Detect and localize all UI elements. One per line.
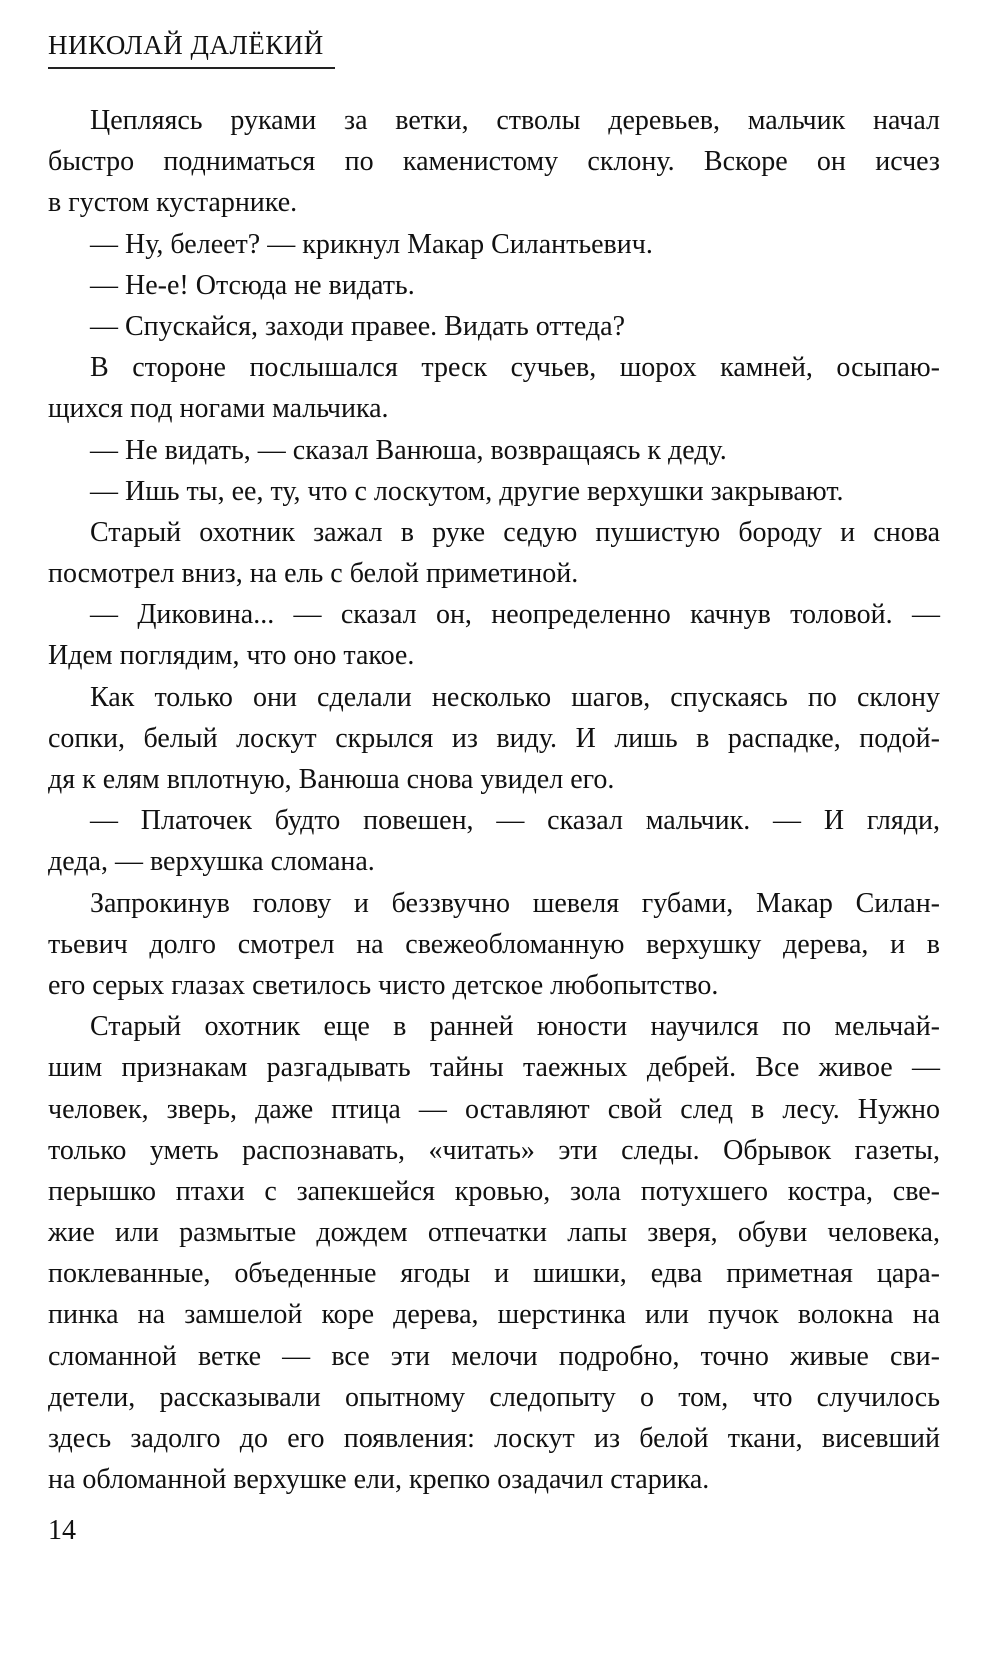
text-line: Старый охотник зажал в руке седую пушистую бороду и снова	[90, 516, 940, 548]
text-line: — Не-е! Отсюда не видать.	[90, 269, 415, 301]
paragraph	[48, 306, 940, 347]
text-line: — Диковина... — сказал он, неопределенно качнув толовой. —	[90, 599, 940, 631]
text-line: тьевич долго смотрел на свежеобломанную верхушку дерева, и в	[48, 928, 940, 960]
text-line: на обломанной верхушке ели, крепко озадачил старика.	[48, 1464, 710, 1496]
text-line: — Ну, белеет? — крикнул Макар Силантьевич.	[90, 228, 653, 260]
text-line: посмотрел вниз, на ель с белой приметиной.	[48, 558, 579, 590]
text-line: здесь задолго до его появления: лоскут из белой ткани, висевший	[48, 1423, 940, 1454]
text-line: поклеванные, объеденные ягоды и шишки, едва приметная цара-	[48, 1258, 940, 1290]
text-line: дя к елям вплотную, Ванюша снова увидел его.	[48, 764, 615, 795]
paragraph	[48, 594, 940, 676]
paragraph	[48, 1006, 940, 1500]
text-line: его серых глазах светилось чисто детское любопытство.	[48, 969, 719, 1001]
text-line: быстро подниматься по каменистому склону. Вскоре он исчез	[48, 146, 940, 178]
text-line: Цепляясь руками за ветки, стволы деревьев, мальчик начал	[90, 105, 940, 136]
text-line: Идем поглядим, что оно такое.	[48, 640, 415, 672]
text-line: — Спускайся, заходи правее. Видать оттеда?	[90, 310, 626, 342]
paragraph	[48, 800, 940, 882]
text-line: — Ишь ты, ее, ту, что с лоскутом, другие верхушки закрывают.	[90, 475, 844, 507]
paragraph	[48, 883, 940, 1007]
text-line: Как только они сделали несколько шагов, спускаясь по склону	[90, 681, 940, 713]
page-body-text	[48, 100, 940, 1500]
text-line: жие или размытые дождем отпечатки лапы зверя, обуви человека,	[48, 1217, 940, 1249]
text-line: человек, зверь, даже птица — оставляют свой след в лесу. Нужно	[48, 1093, 940, 1125]
text-line: в густом кустарнике.	[48, 187, 298, 219]
text-line: сломанной ветке — все эти мелочи подробно, точно живые сви-	[48, 1340, 940, 1372]
text-line: детели, рассказывали опытному следопыту о том, что случилось	[48, 1381, 940, 1413]
text-line: шим признакам разгадывать тайны таежных дебрей. Все живое —	[48, 1052, 940, 1084]
text-line: щихся под ногами мальчика.	[48, 393, 389, 425]
page-number: 14	[48, 1515, 76, 1546]
text-line: В стороне послышался треск сучьев, шорох камней, осыпаю-	[90, 352, 940, 384]
paragraph	[48, 512, 940, 594]
text-line: — Не видать, — сказал Ванюша, возвращаясь к деду.	[90, 434, 727, 466]
text-line: сопки, белый лоскут скрылся из виду. И лишь в распадке, подой-	[48, 722, 940, 754]
paragraph	[48, 677, 940, 801]
text-line: перышко птахи с запекшейся кровью, зола потухшего костра, све-	[48, 1175, 940, 1207]
paragraph	[48, 471, 940, 512]
running-header-author: НИКОЛАЙ ДАЛЁКИЙ	[48, 30, 335, 69]
text-line: — Платочек будто повешен, — сказал мальчик. — И гляди,	[90, 805, 940, 837]
paragraph	[48, 100, 940, 224]
text-line: Запрокинув голову и беззвучно шевеля губами, Макар Силан-	[90, 887, 940, 919]
paragraph	[48, 224, 940, 265]
paragraph	[48, 347, 940, 429]
text-line: пинка на замшелой коре дерева, шерстинка или пучок волокна на	[48, 1299, 940, 1331]
paragraph	[48, 430, 940, 471]
text-line: деда, — верхушка сломана.	[48, 846, 375, 878]
text-line: Старый охотник еще в ранней юности научился по мельчай-	[90, 1011, 940, 1043]
paragraph	[48, 265, 940, 306]
text-line: только уметь распознавать, «читать» эти следы. Обрывок газеты,	[48, 1134, 940, 1166]
